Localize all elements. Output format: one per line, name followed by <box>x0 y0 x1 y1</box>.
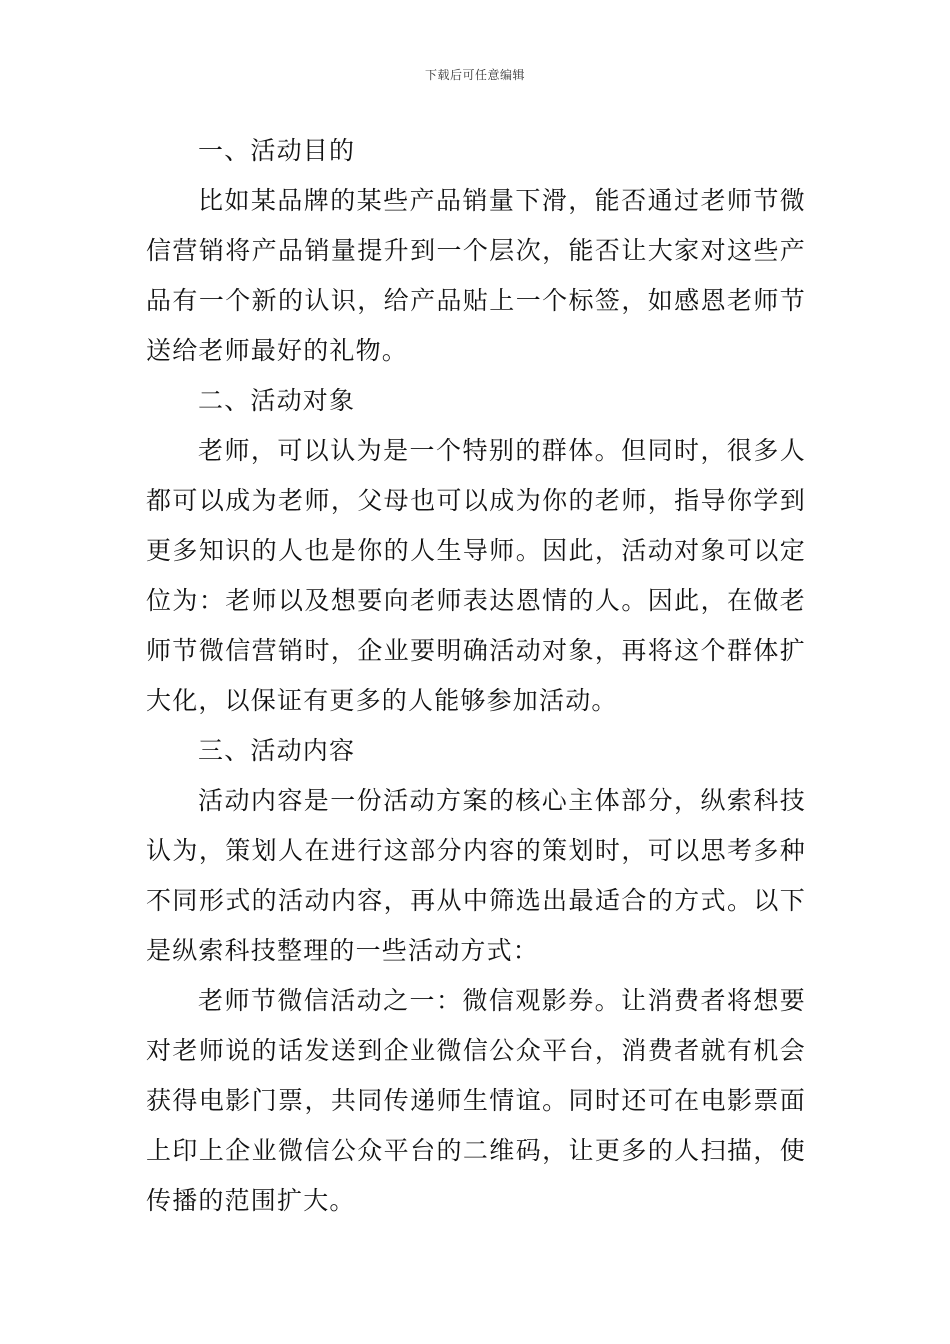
paragraph-activity-one: 老师节微信活动之一：微信观影券。让消费者将想要对老师说的话发送到企业微信公众平台，消费者就有机会获得电影门票，共同传递师生情谊。同时还可在电影票面上印上企业微信公众平台的二维码，让更多的人扫描，使传播的范围扩大。 <box>146 986 806 1215</box>
document-body <box>146 126 806 1226</box>
page-header-note: 下载后可任意编辑 <box>424 68 525 82</box>
paragraph-content-intro: 活动内容是一份活动方案的核心主体部分，纵索科技认为，策划人在进行这部分内容的策划时，可以思考多种不同形式的活动内容，再从中筛选出最适合的方式。以下是纵索科技整理的一些活动方式： <box>146 786 806 965</box>
paragraph-audience: 老师，可以认为是一个特别的群体。但同时，很多人都可以成为老师，父母也可以成为你的老师，指导你学到更多知识的人也是你的人生导师。因此，活动对象可以定位为：老师以及想要向老师表达恩情的人。因此，在做老师节微信营销时，企业要明确活动对象，再将这个群体扩大化，以保证有更多的人能够参加活动。 <box>146 436 806 715</box>
section-heading-purpose: 一、活动目的 <box>198 136 356 165</box>
paragraph-purpose: 比如某品牌的某些产品销量下滑，能否通过老师节微信营销将产品销量提升到一个层次，能否让大家对这些产品有一个新的认识，给产品贴上一个标签，如感恩老师节送给老师最好的礼物。 <box>146 186 806 365</box>
section-heading-content: 三、活动内容 <box>198 736 356 765</box>
section-heading-audience: 二、活动对象 <box>198 386 356 415</box>
